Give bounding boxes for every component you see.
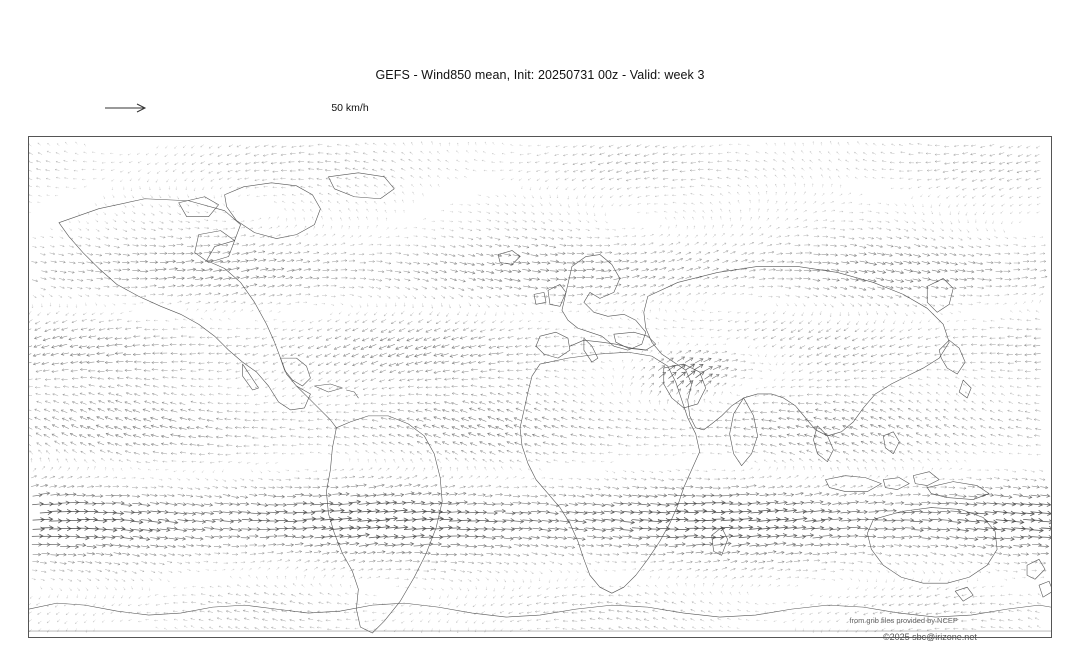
wind-vector-field <box>29 141 1051 633</box>
map-credit-source: from grib files provided by NCEP <box>849 616 958 626</box>
coastlines-layer <box>29 173 1051 633</box>
copyright-label: ©2025 sbc@irizone.net <box>883 632 977 642</box>
reference-vector-label: 50 km/h <box>331 102 369 114</box>
map-canvas <box>29 137 1051 637</box>
reference-vector-icon <box>104 101 148 115</box>
chart-title: GEFS - Wind850 mean, Init: 20250731 00z - Valid: week 3 <box>375 68 705 82</box>
map-panel <box>28 136 1052 638</box>
